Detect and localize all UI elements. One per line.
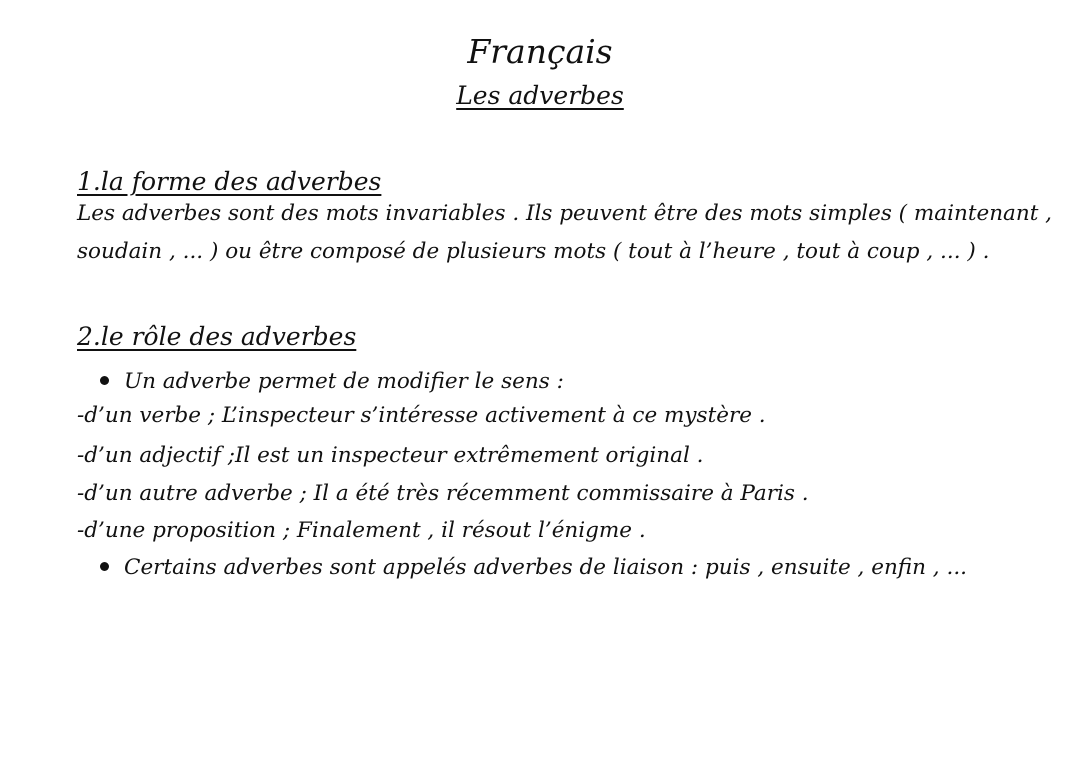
page-title: Français — [467, 32, 613, 71]
bullet-icon — [100, 562, 109, 571]
section-2-heading: 2.le rôle des adverbes — [77, 322, 357, 351]
bullet-item — [100, 366, 564, 398]
example-line-adverbe: -d’un autre adverbe ; Il a été très récemment commissaire à Paris . — [77, 481, 809, 506]
example-line-adjectif: -d’un adjectif ;Il est un inspecteur extrêmement original . — [77, 443, 704, 468]
bullet-text: Un adverbe permet de modifier le sens : — [124, 369, 564, 394]
example-line-verbe: -d’un verbe ; L’inspecteur s’intéresse activement à ce mystère . — [77, 403, 766, 428]
page-subtitle: Les adverbes — [456, 81, 624, 110]
bullet-icon — [100, 376, 109, 385]
section-1-heading: 1.la forme des adverbes — [77, 167, 382, 196]
bullet-text: Certains adverbes sont appelés adverbes de liaison : puis , ensuite , enfin , ... — [124, 555, 967, 580]
bullet-item — [100, 552, 967, 584]
section-1-line-2: soudain , ... ) ou être composé de plusieurs mots ( tout à l’heure , tout à coup , ... ) . — [77, 239, 990, 264]
example-line-proposition: -d’une proposition ; Finalement , il résout l’énigme . — [77, 518, 646, 543]
section-1-line-1: Les adverbes sont des mots invariables . Ils peuvent être des mots simples ( maintenant , — [77, 201, 1053, 226]
